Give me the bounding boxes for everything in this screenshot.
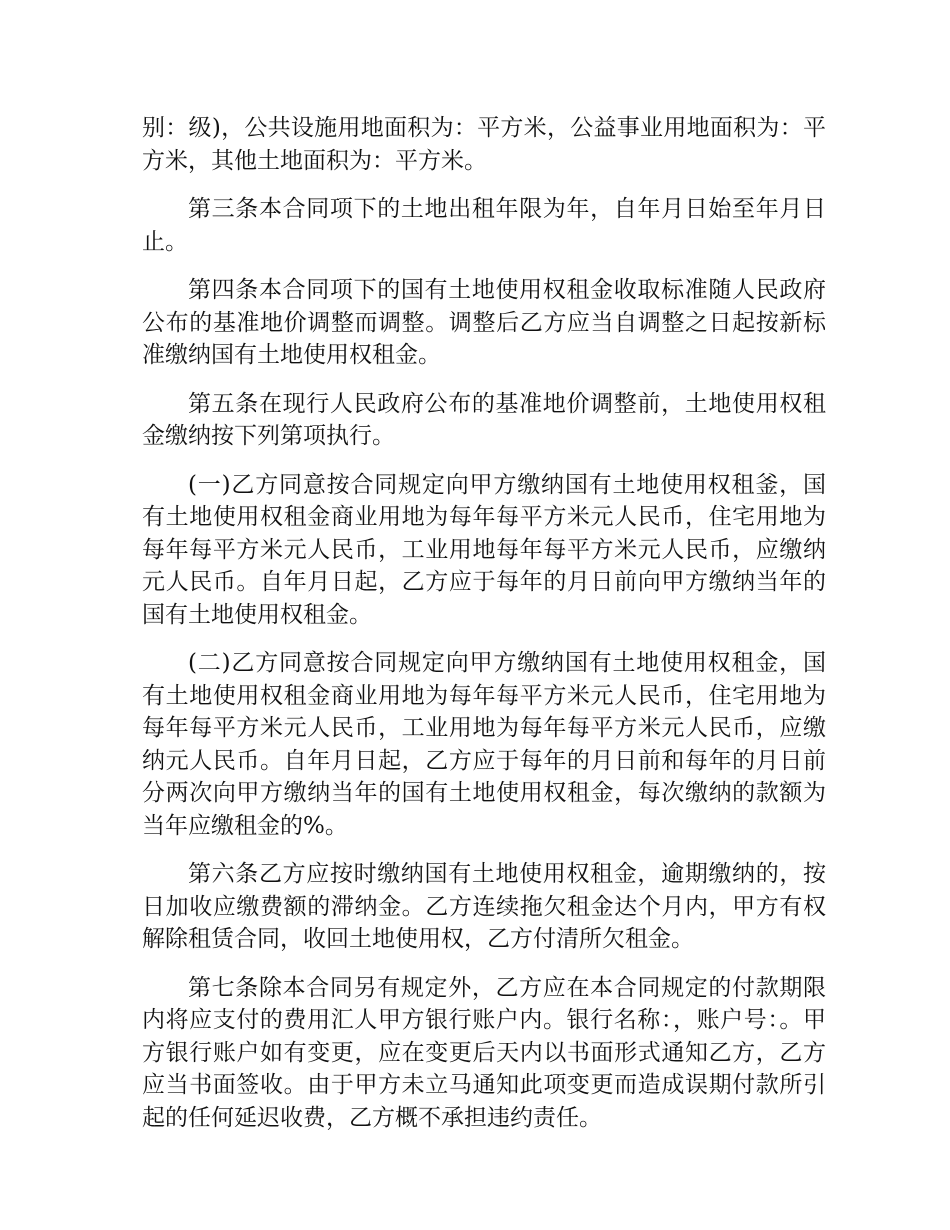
paragraph-article-7: 第七条除本合同另有规定外，乙方应在本合同规定的付款期限内将应支付的费用汇人甲方银行账户内。银行名称：，账户号：。甲方银行账户如有变更，应在变更后天内以书面形式通知乙方，乙方应当书面签收。由于甲方未立马通知此项变更而造成误期付款所引起的任何延迟收费，乙方概不承担违约责任。 (142, 974, 826, 1131)
paragraph-article-5: 第五条在现行人民政府公布的基准地价调整前，土地使用权租金缴纳按下列第项执行。 (142, 390, 826, 449)
paragraph-option-1: (一)乙方同意按合同规定向甲方缴纳国有土地使用权租釜，国有土地使用权租金商业用地为每年每平方米元人民币，住宅用地为每年每平方米元人民币，工业用地每年每平方米元人民币，应缴纳元人民币。自年月日起，乙方应于每年的月日前向甲方缴纳当年的国有土地使用权租金。 (142, 471, 826, 628)
paragraph-option-2: (二)乙方同意按合同规定向甲方缴纳国有土地使用权租金，国有土地使用权租金商业用地为每年每平方米元人民币，住宅用地为每年每平方米元人民币，工业用地为每年每平方米元人民币，应缴纳元人民币。自年月日起，乙方应于每年的月日前和每年的月日前分两次向甲方缴纳当年的国有土地使用权租金，每次缴纳的款额为当年应缴租金的%。 (142, 650, 826, 839)
paragraph-article-6: 第六条乙方应按时缴纳国有土地使用权租金，逾期缴纳的，按日加收应缴费额的滞纳金。乙方连续拖欠租金达个月内，甲方有权解除租赁合同，收回土地使用权，乙方付清所欠租金。 (142, 861, 826, 952)
document-body (142, 112, 826, 1150)
paragraph-article-3: 第三条本合同项下的土地出租年限为年，自年月日始至年月日止。 (142, 196, 826, 255)
paragraph-article-4: 第四条本合同项下的国有土地使用权租金收取标准随人民政府公布的基准地价调整而调整。调整后乙方应当自调整之日起按新标准缴纳国有土地使用权租金。 (142, 277, 826, 368)
paragraph-continuation: 别：级)，公共设施用地面积为：平方米，公益事业用地面积为：平方米，其他土地面积为：平方米。 (142, 115, 826, 174)
